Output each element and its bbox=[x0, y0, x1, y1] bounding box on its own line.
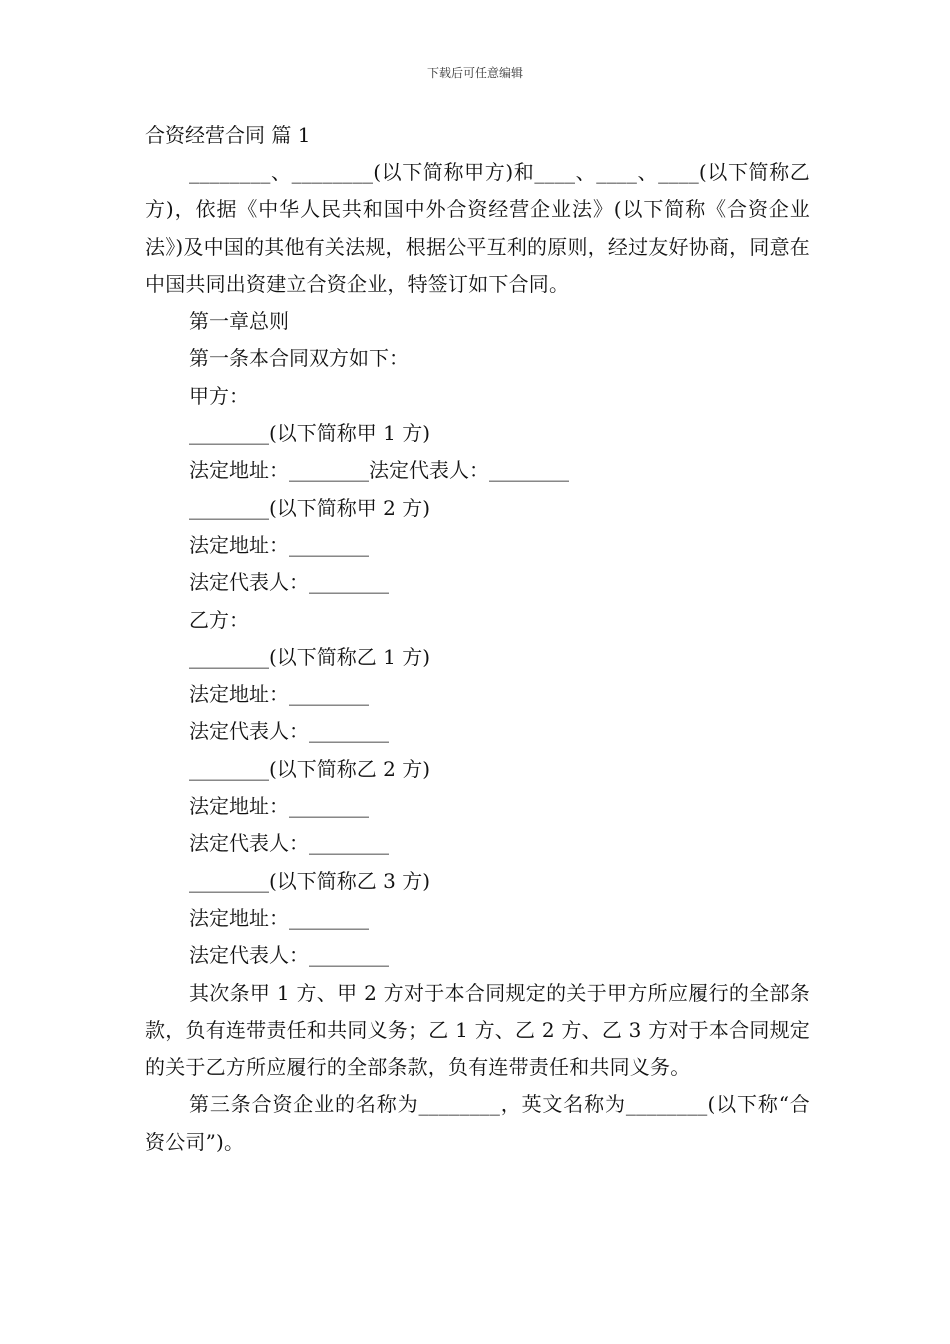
party-b3-address: 法定地址：________ bbox=[189, 905, 369, 930]
document-title: 合资经营合同 篇 1 bbox=[145, 123, 311, 147]
party-b1-rep: 法定代表人：________ bbox=[189, 719, 389, 744]
party-b2-rep: 法定代表人：________ bbox=[189, 831, 389, 856]
party-b3-rep: 法定代表人：________ bbox=[189, 943, 389, 968]
party-a2-name: ________(以下简称甲 2 方) bbox=[189, 495, 431, 520]
article-3: 第三条合资企业的名称为________，英文名称为________(以下称“合资公司”)。 bbox=[145, 1092, 810, 1154]
party-b1-name: ________(以下简称乙 1 方) bbox=[189, 644, 431, 669]
article-1: 第一条本合同双方如下： bbox=[189, 346, 409, 371]
party-b2-name: ________(以下简称乙 2 方) bbox=[189, 756, 431, 781]
party-b3-name: ________(以下简称乙 3 方) bbox=[189, 868, 431, 893]
party-a-label: 甲方： bbox=[189, 383, 249, 408]
chapter-heading: 第一章总则 bbox=[189, 309, 289, 334]
document-body bbox=[145, 117, 810, 1161]
party-b-label: 乙方： bbox=[189, 607, 249, 632]
party-a2-address: 法定地址：________ bbox=[189, 532, 369, 557]
party-a1-address-rep: 法定地址：________法定代表人：________ bbox=[189, 458, 569, 483]
party-a1-name: ________(以下简称甲 1 方) bbox=[189, 421, 431, 446]
party-b2-address: 法定地址：________ bbox=[189, 794, 369, 819]
preamble-paragraph: ________、________(以下简称甲方)和____、____、____(以下简称乙方)，依据《中华人民共和国中外合资经营企业法》(以下简称《合资企业法》)及中国的其他有关法规，根据公平互利的原则，经过友好协商，同意在中国共同出资建立合资企业，特签订如下合同。 bbox=[145, 160, 810, 296]
party-b1-address: 法定地址：________ bbox=[189, 682, 369, 707]
party-a2-rep: 法定代表人：________ bbox=[189, 570, 389, 595]
article-2: 其次条甲 1 方、甲 2 方对于本合同规定的关于甲方所应履行的全部条款，负有连带责任和共同义务；乙 1 方、乙 2 方、乙 3 方对于本合同规定的关于乙方所应履行的全部条款，负有连带责任和共同义务。 bbox=[145, 980, 810, 1080]
page-header: 下载后可任意编辑 bbox=[426, 66, 523, 80]
